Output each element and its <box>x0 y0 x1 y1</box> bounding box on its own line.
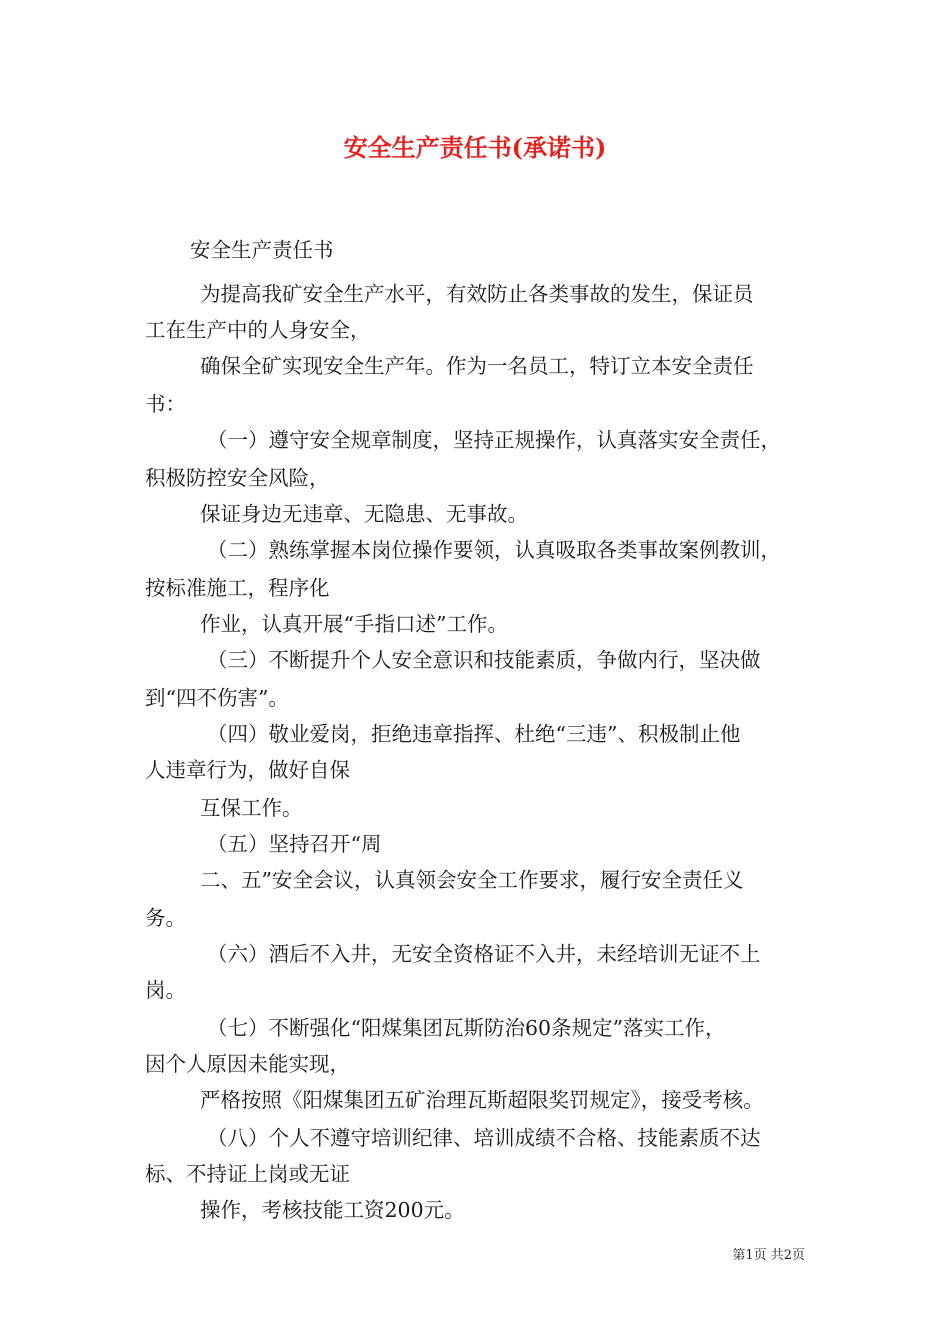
body-line: 积极防控安全风险， <box>145 466 330 490</box>
body-line: 标、不持证上岗或无证 <box>145 1162 350 1186</box>
body-line: 安全生产责任书 <box>190 238 334 262</box>
body-line: （五）坚持召开“周 <box>207 832 382 856</box>
body-line: 工在生产中的人身安全， <box>145 318 371 342</box>
body-line: （三）不断提升个人安全意识和技能素质，争做内行，坚决做 <box>207 648 761 672</box>
body-line: 操作，考核技能工资200元。 <box>200 1198 465 1222</box>
body-line: 互保工作。 <box>200 796 303 820</box>
body-line: （八）个人不遵守培训纪律、培训成绩不合格、技能素质不达 <box>207 1126 761 1150</box>
body-line: 务。 <box>145 906 186 930</box>
body-line: 严格按照《阳煤集团五矿治理瓦斯超限奖罚规定》，接受考核。 <box>200 1088 764 1112</box>
body-line: 作业，认真开展“手指口述”工作。 <box>200 612 508 636</box>
body-line: 到“四不伤害”。 <box>145 686 289 710</box>
body-line: （四）敬业爱岗，拒绝违章指挥、杜绝“三违”、积极制止他 <box>207 722 741 746</box>
body-line: 书： <box>145 392 186 416</box>
body-line: （二）熟练掌握本岗位操作要领，认真吸取各类事故案例教训， <box>207 538 781 562</box>
body-line: 岗。 <box>145 978 186 1002</box>
body-line: 保证身边无违章、无隐患、无事故。 <box>200 502 528 526</box>
body-line: （一）遵守安全规章制度，坚持正规操作，认真落实安全责任， <box>207 428 781 452</box>
body-line: 为提高我矿安全生产水平，有效防止各类事故的发生，保证员 <box>200 282 754 306</box>
body-line: 因个人原因未能实现， <box>145 1052 350 1076</box>
body-line: 确保全矿实现安全生产年。作为一名员工，特订立本安全责任 <box>200 354 754 378</box>
body-line: 二、五”安全会议，认真领会安全工作要求，履行安全责任义 <box>200 868 744 892</box>
body-line: （六）酒后不入井，无安全资格证不入井，未经培训无证不上 <box>207 942 761 966</box>
body-line: 人违章行为，做好自保 <box>145 758 350 782</box>
document-title: 安全生产责任书(承诺书) <box>343 133 607 162</box>
body-line: （七）不断强化“阳煤集团瓦斯防治60条规定”落实工作， <box>207 1016 726 1040</box>
page-number: 第1页 共2页 <box>732 1248 805 1263</box>
body-line: 按标准施工，程序化 <box>145 576 330 600</box>
